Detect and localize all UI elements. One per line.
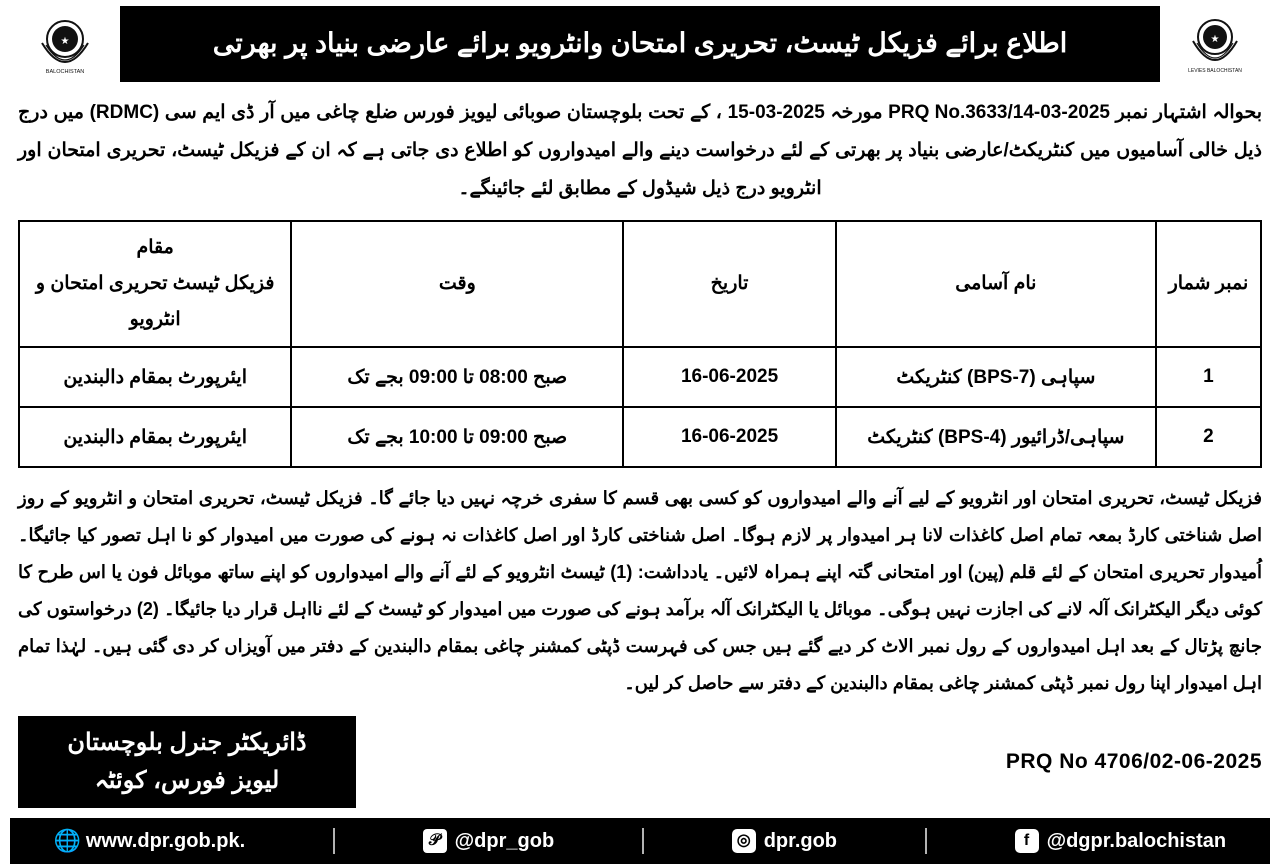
logo-left (10, 6, 120, 82)
note-text: (1) ٹیسٹ انٹرویو کے لئے آنے والے امیدواروں کو اپنے ساتھ موبائل فون یا اس طرح کا کوئی دیگر الیکٹرانک آلہ لانے کی اجازت نہیں ہوگی۔ موبائل یا الیکٹرانک آلہ برآمد ہونے کی صورت میں امیدوار کو ٹیسٹ کے لئے نااہل قرار دیا جائیگا۔ (2) درخواستوں کی جانچ پڑتال کے بعد اہل امیدواروں کے رول نمبر الاٹ کر دیے گئے ہیں جس کی فہرست ڈپٹی کمشنر چاغی بمقام دالبندین کے دفتر میں آویزاں کر دی گئی ہیں۔ لہٰذا تمام اہل امیدوار اپنا رول نمبر ڈپٹی کمشنر چاغی بمقام دالبندین کے دفتر سے حاصل کر لیں۔ (18, 562, 1263, 693)
header-venue (19, 221, 291, 347)
issuing-authority (18, 716, 356, 809)
footer-divider (642, 828, 644, 854)
cell-date: 16-06-2025 (623, 347, 836, 407)
signature-row (18, 716, 1262, 809)
header-bar (10, 6, 1270, 82)
cell-venue: ایئرپورٹ بمقام دالبندین (19, 407, 291, 467)
schedule-table (18, 220, 1262, 468)
facebook-icon: f (1015, 829, 1039, 853)
cell-time: صبح 08:00 تا 09:00 بجے تک (291, 347, 623, 407)
instagram-text: dpr.gob (763, 829, 838, 852)
facebook-text: @dgpr.balochistan (1046, 829, 1227, 852)
header-venue-line2: فزیکل ٹیسٹ تحریری امتحان و انٹرویو (35, 273, 275, 331)
svg-text:BALOCHISTAN: BALOCHISTAN (45, 69, 85, 75)
logo-right (1160, 6, 1270, 82)
reference-number: PRQ No.3633/14-03-2025 (888, 102, 1110, 123)
balochistan-levies-crest-icon (30, 9, 100, 79)
authority-line2: لیویز فورس، کوئٹہ (94, 767, 280, 795)
header-post: نام آسامی (836, 221, 1156, 347)
cell-venue: ایئرپورٹ بمقام دالبندین (19, 347, 291, 407)
svg-text:★: ★ (60, 36, 70, 47)
intro-line1-a: بحوالہ اشتہار نمبر (1115, 102, 1263, 123)
cell-serial: 2 (1156, 407, 1261, 467)
footer-twitter[interactable] (423, 829, 555, 853)
instagram-icon: ◎ (732, 829, 756, 853)
authority-line1: ڈائریکٹر جنرل بلوچستان (67, 728, 307, 756)
rdmc-abbr: RDMC (95, 102, 153, 123)
reference-date: 15-03-2025 (727, 102, 825, 123)
cell-serial: 1 (1156, 347, 1261, 407)
svg-text:★: ★ (1210, 34, 1220, 45)
footer-facebook[interactable] (1015, 829, 1227, 853)
levies-balochistan-crest-icon (1180, 9, 1250, 79)
table-row (19, 407, 1261, 467)
header-date: تاریخ (623, 221, 836, 347)
footer-divider (925, 828, 927, 854)
table-row (19, 347, 1261, 407)
header-serial: نمبر شمار (1156, 221, 1261, 347)
intro-line2: درج ذیل خالی آسامیوں میں کنٹریکٹ/عارضی بنیاد پر بھرتی کے لئے درخواست دینے والے امیدواروں کو اطلاع دی جاتی ہے کہ ان کے فزیکل ٹیسٹ، تحریری امتحان اور انٹرویو درج (18, 102, 1262, 199)
table-header-row (19, 221, 1261, 347)
footer-divider (333, 828, 335, 854)
instructions-paragraph (18, 480, 1262, 701)
footer-bar (10, 818, 1270, 864)
intro-line1-b: مورخہ (830, 102, 883, 123)
website-text: www.dpr.gob.pk. (85, 829, 246, 852)
instructions-section (10, 474, 1270, 701)
page-title: اطلاع برائے فزیکل ٹیسٹ، تحریری امتحان وانٹرویو برائے عارضی بنیاد پر بھرتی (212, 28, 1068, 59)
instructions-text: فزیکل ٹیسٹ، تحریری امتحان اور انٹرویو کے لیے آنے والے امیدواروں کو کسی بھی قسم کا سفری خرچہ نہیں دیا جائے گا۔ فزیکل ٹیسٹ، تحریری امتحان و انٹرویو کے روز اصل شناختی کارڈ بمعہ تمام اصل کاغذات لانا ہر امیدوار پر لازم ہوگا۔ اصل شناختی کارڈ اور اصل کاغذات نہ ہونے کی صورت میں امیدوار کو نا اہل تصور کیا جائیگا۔ اُمیدوار تحریری امتحان کے لئے قلم (پین) اور امتحانی گتہ اپنے ہمراہ لائیں۔ (18, 488, 1262, 583)
footer-instagram[interactable] (732, 829, 837, 853)
prq-number: PRQ No 4706/02-06-2025 (1005, 750, 1262, 774)
header-time: وقت (291, 221, 623, 347)
intro-line3: ذیل شیڈول کے مطابق لئے جائینگے۔ (458, 178, 731, 199)
cell-time: صبح 09:00 تا 10:00 بجے تک (291, 407, 623, 467)
cell-post: سپاہی (BPS-7) کنٹریکٹ (836, 347, 1156, 407)
svg-text:LEVIES BALOCHISTAN: LEVIES BALOCHISTAN (1188, 68, 1242, 74)
intro-line1-d: ) میں (53, 102, 96, 123)
footer-website[interactable] (54, 829, 245, 853)
header-venue-line1: مقام (136, 237, 174, 258)
twitter-text: @dpr_gob (454, 829, 555, 852)
cell-date: 16-06-2025 (623, 407, 836, 467)
twitter-icon: 𝒫 (423, 829, 447, 853)
globe-icon: 🌐 (53, 828, 82, 854)
intro-line1-c: ، کے تحت بلوچستان صوبائی لیویز فورس ضلع چاغی میں آر ڈی ایم سی ( (152, 102, 722, 123)
note-label: یادداشت: (637, 562, 709, 583)
intro-paragraph (10, 82, 1270, 218)
cell-post: سپاہی/ڈرائیور (BPS-4) کنٹریکٹ (836, 407, 1156, 467)
